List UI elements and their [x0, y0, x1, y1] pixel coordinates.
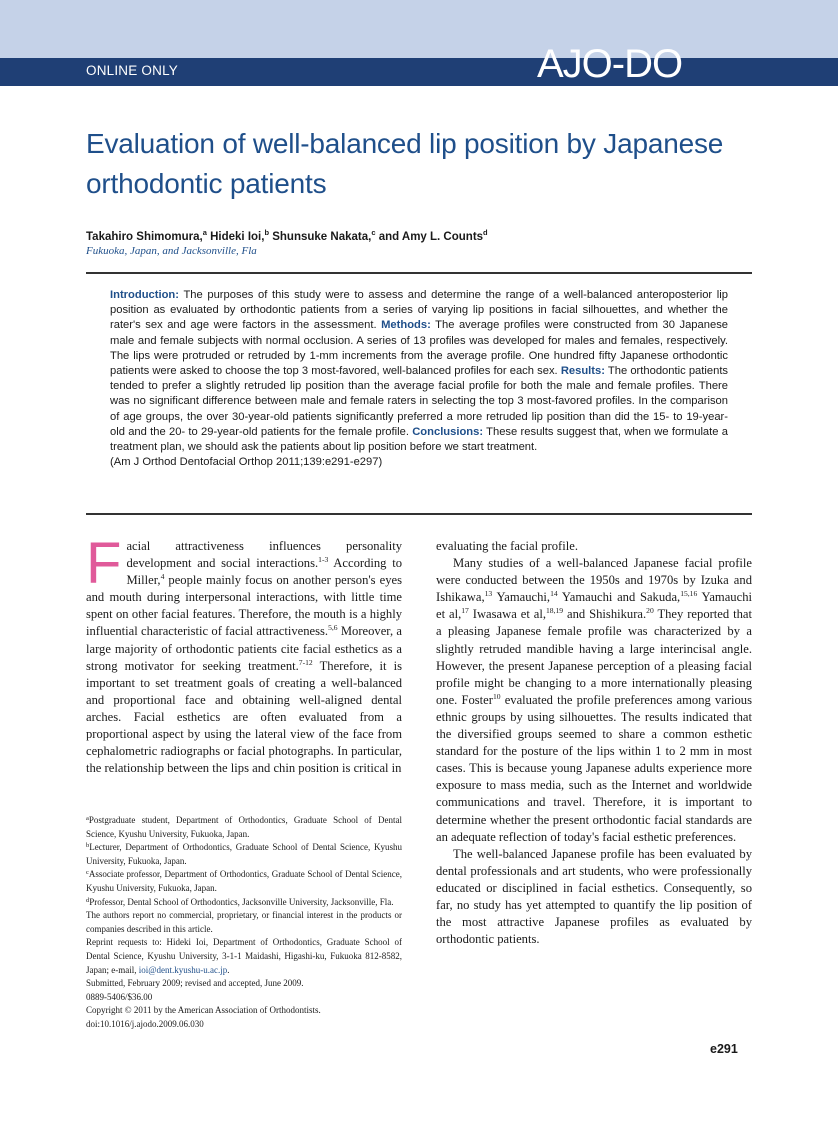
citation-ref: 14	[550, 589, 558, 599]
author-list	[86, 228, 488, 243]
body-text: people mainly focus on another person's eyes and mouth during interpersonal interactions, with little time spent on other facial features. Therefore, the mouth is a highly influential characteristic of facial attractiveness.	[86, 573, 402, 639]
footnote-text: .	[227, 964, 230, 975]
author-mark: c	[371, 228, 376, 237]
citation-ref: 4	[160, 572, 165, 582]
abstract-conclusions-text: These results suggest that, when we formulate a treatment plan, we should ask the patients about lip position before we start treatment.	[110, 425, 728, 454]
journal-logo: AJO-DO	[537, 42, 683, 86]
footnote-text: Postgraduate student, Department of Orthodontics, Graduate School of Dental Science, Kyushu University, Fukuoka, Japan.	[86, 815, 402, 839]
abstract-introduction-text: The purposes of this study were to assess and determine the range of a well-balanced anteroposterior lip position as evaluated by orthodontic patients from a series of varying lip positions in facial silhouettes, and whether the rater's sex and age were factors in the assessment.	[110, 289, 728, 332]
author-name: and Amy L. Counts	[378, 230, 484, 243]
footnote-text: Lecturer, Department of Orthodontics, Graduate School of Dental Science, Kyushu University, Fukuoka, Japan.	[86, 842, 402, 866]
abstract-results-text: The orthodontic patients tended to prefer a slightly retruded lip position than the average facial profile for both the male and female profiles. There was no significant difference between male and female raters in selecting the top 3 most-favored profiles. In the comparison of age groups, the over 30-year-old patients significantly preferred a more retruded lip position than did the 15- to 19-year-old and the 20- to 29-year-old patients for the female profile.	[110, 365, 729, 438]
body-text: Yamauchi et al,	[436, 590, 752, 622]
citation-ref: 15,16	[680, 589, 698, 599]
drop-cap: F	[86, 531, 122, 596]
citation-ref: 5,6	[328, 623, 338, 633]
abstract-bottom-rule	[86, 513, 752, 515]
body-paragraph-1	[86, 531, 403, 777]
body-text: Iwasawa et al,	[468, 607, 546, 622]
author-name: Shunsuke Nakata,	[272, 230, 372, 243]
abstract-top-rule	[86, 272, 752, 274]
body-text: Yamauchi and Sakuda,	[557, 590, 681, 605]
body-column-right	[436, 538, 752, 948]
body-text: Many studies of a well-balanced Japanese facial profile were conducted between the 1950s and 1970s by Izuka and Ishikawa,	[436, 556, 752, 605]
footnote-c	[86, 868, 402, 895]
citation-ref: 1-3	[318, 555, 329, 565]
author-mark: d	[483, 228, 488, 237]
abstract-results-heading: Results:	[560, 365, 605, 378]
footnote-d	[86, 896, 402, 910]
footnote-a	[86, 814, 402, 841]
body-text: and Shishikura.	[563, 607, 647, 622]
header-band	[0, 0, 838, 58]
body-text: acial attractiveness influences personality development and social interactions.	[126, 539, 402, 571]
abstract-conclusions-heading: Conclusions:	[412, 425, 484, 438]
footnote-disclosure: The authors report no commercial, proprietary, or financial interest in the products or companies described in this article.	[86, 910, 402, 934]
footnote-reprint	[86, 936, 402, 977]
abstract-citation: (Am J Orthod Dentofacial Orthop 2011;139:e291-e297)	[110, 456, 383, 469]
body-text: They reported that a pleasing Japanese female profile was characterized by a slightly retruded mandible having a large interincisal angle. However, the present Japanese perception of a pleasing facial profile might be changing to a more internationally pleasing one. Foster	[436, 607, 753, 707]
footnotes	[86, 814, 402, 1032]
footnote-copyright: Copyright © 2011 by the American Association of Orthodontists.	[86, 1005, 321, 1016]
abstract-introduction-heading: Introduction:	[110, 289, 179, 301]
body-paragraph-1-continued: evaluating the facial profile.	[436, 539, 578, 553]
footnote-mark: d	[86, 896, 90, 904]
body-text: evaluated the profile preferences among various ethnic groups by using silhouettes. The results indicated that the diversified groups seemed to share a common esthetic standard for the posture of the lips within 1 to 2 mm in most cases. This is because young Japanese adults experience more exposure to mass media, such as the Internet and worldwide communications and travel. Therefore, it is important to determine whether the present orthodontic facial standards are an adequate reflection of today's facial esthetic preferences.	[436, 692, 753, 844]
abstract-methods-text: The average profiles were constructed from 30 Japanese male and female subjects with normal occlusion. A series of 13 profiles was developed for males and females, respectively. The lips were protruded or retruded by 1-mm increments from the average profile. One hundred fifty Japanese orthodontic patients were asked to choose the top 3 most-favored, well-balanced profiles for each sex.	[110, 319, 729, 378]
body-text: Therefore, it is important to set treatment goals of creating a well-balanced and proportional face and obtaining well-aligned dental arches. Facial esthetics are often evaluated from a proportional aspect by using the lateral view of the face from cephalometric radiographs or facial photographs. In particular, the relationship between the lips and chin position is critical in	[86, 658, 403, 776]
citation-ref: 17	[461, 606, 469, 616]
author-name: Takahiro Shimomura,	[86, 230, 203, 243]
citation-ref: 20	[646, 606, 654, 616]
author-mark: a	[202, 228, 207, 237]
citation-ref: 10	[492, 691, 501, 701]
email-link[interactable]: ioi@dent.kyushu-u.ac.jp	[138, 964, 228, 975]
footnote-submitted: Submitted, February 2009; revised and accepted, June 2009.	[86, 978, 304, 989]
citation-ref: 13	[484, 589, 493, 599]
citation-ref: 18,19	[546, 606, 564, 616]
article-title: Evaluation of well-balanced lip position by Japanese orthodontic patients	[86, 128, 724, 199]
affiliation-line: Fukuoka, Japan, and Jacksonville, Fla	[86, 245, 257, 257]
body-paragraph-3: The well-balanced Japanese profile has been evaluated by dental professionals and art students, who were professionally educated or disciplined in facial esthetics. Consequently, so far, no study has yet attempted to quantify the lip position of the most attractive Japanese profiles as evaluated by orthodontic patients.	[436, 846, 752, 947]
body-text: According to Miller,	[126, 556, 402, 588]
author-name: Hideki Ioi,	[210, 230, 265, 243]
footnote-mark: a	[86, 815, 89, 822]
footnote-mark: c	[86, 869, 89, 877]
body-text: Moreover, a large majority of orthodontic patients cite facial esthetics as a strong motivator for seeking treatment.	[86, 624, 402, 673]
abstract	[110, 288, 728, 470]
body-text: Yamauchi,	[492, 590, 551, 605]
footnote-doi: doi:10.1016/j.ajodo.2009.06.030	[86, 1018, 204, 1029]
footnote-issn: 0889-5406/$36.00	[86, 991, 153, 1002]
footnote-mark: b	[86, 842, 90, 850]
citation-ref: 7-12	[298, 657, 313, 667]
footnote-text: Professor, Dental School of Orthodontics, Jacksonville University, Jacksonville, Fla.	[89, 896, 394, 907]
body-paragraph-2	[436, 555, 752, 846]
body-column-left	[86, 531, 403, 777]
online-only-label: ONLINE ONLY	[86, 63, 178, 78]
footnote-text: Reprint requests to: Hideki Ioi, Department of Orthodontics, Graduate School of Dental Science, Kyushu University, 3-1-1 Maidashi, Higashi-ku, Fukuoka 812-8582, Japan; e-mail,	[86, 937, 402, 975]
page-number: e291	[710, 1042, 738, 1056]
footnote-b	[86, 841, 402, 868]
author-mark: b	[264, 228, 270, 237]
abstract-methods-heading: Methods:	[381, 319, 431, 332]
footnote-text: Associate professor, Department of Orthodontics, Graduate School of Dental Science, Kyushu University, Fukuoka, Japan.	[86, 869, 402, 893]
